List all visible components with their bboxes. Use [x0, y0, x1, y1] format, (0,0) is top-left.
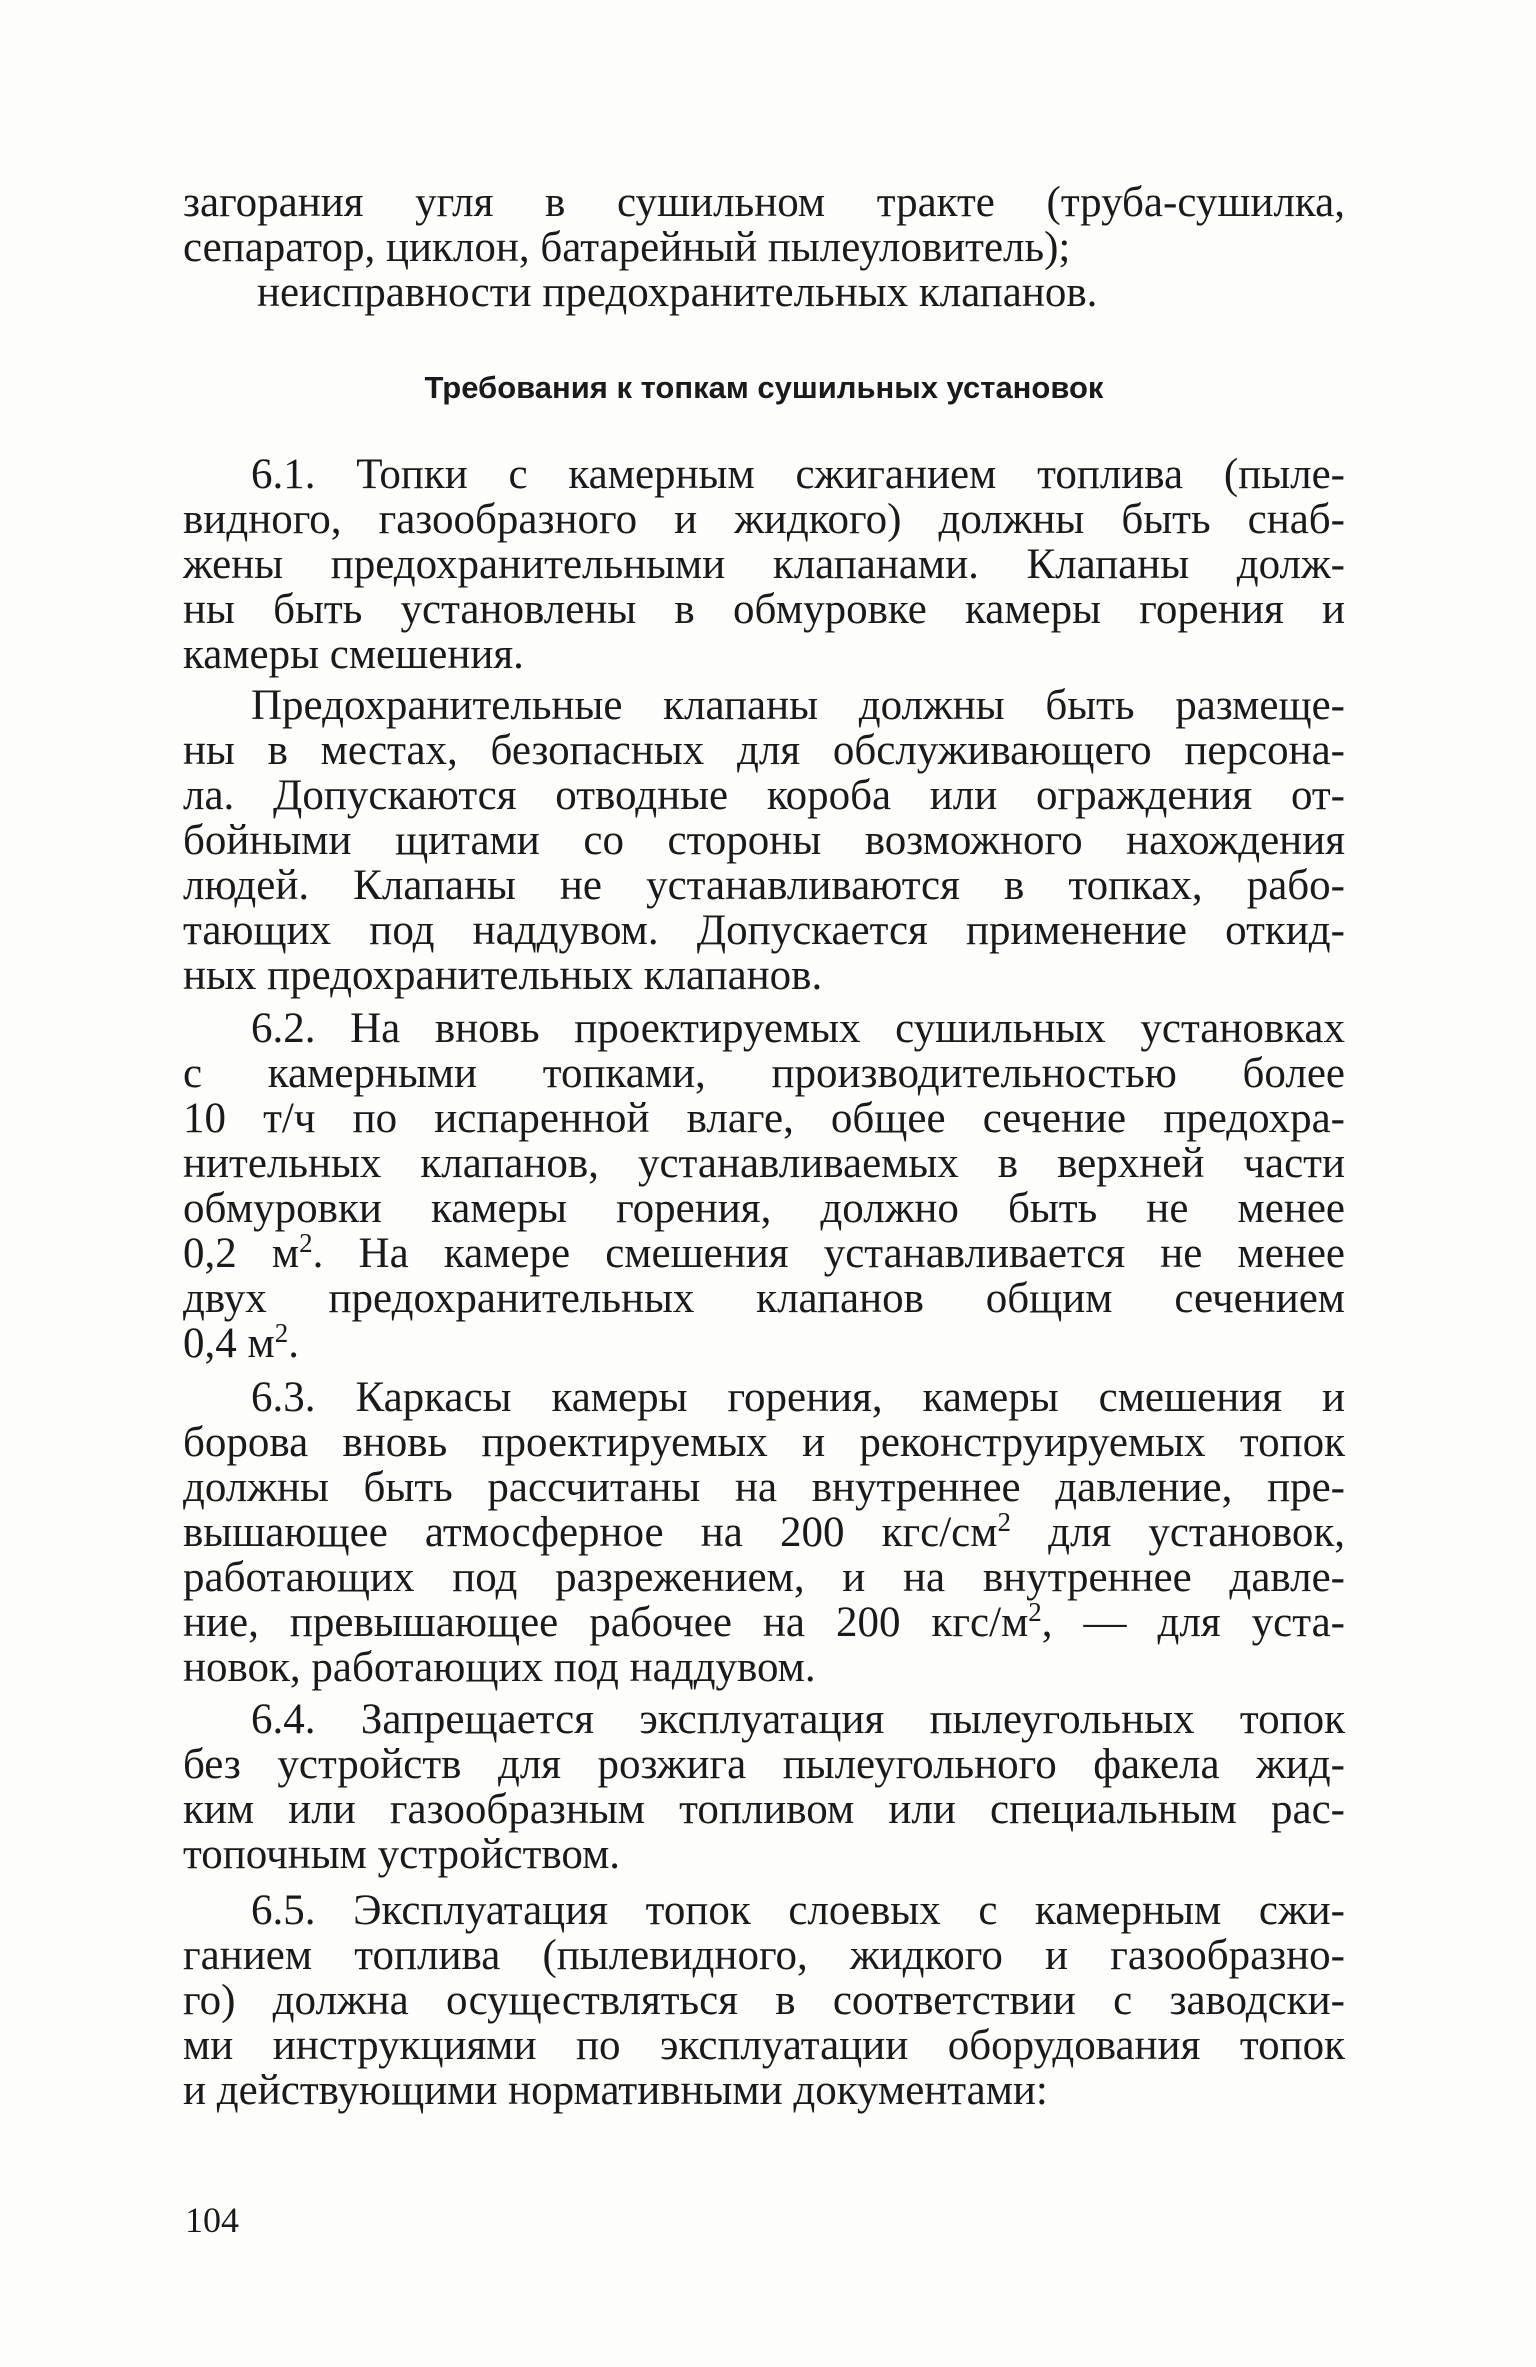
text-line: Предохранительные клапаны должны быть размеще- — [251, 682, 1345, 729]
text-line: ных предохранительных клапанов. — [183, 952, 823, 999]
paragraph-6-2 — [183, 1006, 1345, 1366]
paragraph-6-1 — [183, 452, 1345, 677]
page-number: 104 — [185, 2200, 239, 2240]
text-line: обмуровки камеры горения, должно быть не менее — [183, 1185, 1345, 1232]
text-line: должны быть рассчитаны на внутреннее давление, пре- — [183, 1464, 1345, 1511]
text-line: 10 т/ч по испаренной влаге, общее сечение предохра- — [183, 1095, 1345, 1142]
text-line: камеры смешения. — [183, 631, 524, 678]
section-heading: Требования к топкам сушильных установок — [424, 370, 1104, 405]
paragraph-valves-placement — [183, 683, 1345, 998]
text-line: загорания угля в сушильном тракте (труба-сушилка, — [183, 179, 1345, 226]
text-line: топочным устройством. — [183, 1831, 621, 1878]
text-line: борова вновь проектируемых и реконструируемых топок — [183, 1419, 1345, 1466]
superscript-two: 2 — [299, 1228, 313, 1258]
superscript-two: 2 — [997, 1507, 1011, 1537]
text-line: ны в местах, безопасных для обслуживающего персона- — [183, 727, 1345, 774]
text-line: ми инструкциями по эксплуатации оборудования топок — [183, 2022, 1345, 2069]
text-line: ла. Допускаются отводные короба или ограждения от- — [183, 772, 1345, 819]
text-line: двух предохранительных клапанов общим сечением — [183, 1275, 1345, 1322]
text-line: неисправности предохранительных клапанов. — [257, 269, 1098, 316]
paragraph-6-5 — [183, 1888, 1345, 2113]
text-line: го) должна осуществляться в соответствии с заводски- — [183, 1977, 1345, 2024]
text-line: работающих под разрежением, и на внутреннее давле- — [183, 1554, 1345, 1601]
text-line: и действующими нормативными документами: — [183, 2067, 1048, 2114]
text-line: 6.5. Эксплуатация топок слоевых с камерным сжи- — [251, 1887, 1345, 1934]
text-line: ганием топлива (пылевидного, жидкого и газообразно- — [183, 1932, 1345, 1979]
text-line: вышающее атмосферное на 200 кгс/$см^2$ для установок, — [183, 1507, 1345, 1556]
text-line: людей. Клапаны не устанавливаются в топках, рабо- — [183, 862, 1345, 909]
intro-text — [183, 180, 1345, 315]
text-line: 6.1. Топки с камерным сжиганием топлива (пыле- — [251, 451, 1345, 498]
text-line: сепаратор, циклон, батарейный пылеуловитель); — [183, 224, 1071, 271]
text-line: ким или газообразным топливом или специальным рас- — [183, 1786, 1345, 1833]
superscript-two: 2 — [1028, 1597, 1042, 1627]
text-line: видного, газообразного и жидкого) должны быть снаб- — [183, 496, 1345, 543]
text-line: 0,4 $м^2$. — [183, 1318, 299, 1367]
paragraph-6-3 — [183, 1375, 1345, 1690]
text-line: нительных клапанов, устанавливаемых в верхней части — [183, 1140, 1345, 1187]
text-line: 6.2. На вновь проектируемых сушильных установках — [251, 1005, 1345, 1052]
text-line: 6.4. Запрещается эксплуатация пылеугольных топок — [251, 1696, 1345, 1743]
text-line: ние, превышающее рабочее на 200 кгс/$м^2$, — для уста- — [183, 1597, 1345, 1646]
text-line: жены предохранительными клапанами. Клапаны долж- — [183, 541, 1345, 588]
text-line: бойными щитами со стороны возможного нахождения — [183, 817, 1345, 864]
text-line: с камерными топками, производительностью более — [183, 1050, 1345, 1097]
text-line: ны быть установлены в обмуровке камеры горения и — [183, 586, 1345, 633]
text-line: 0,2 $м^2$. На камере смешения устанавливается не менее — [183, 1228, 1345, 1277]
superscript-two: 2 — [274, 1318, 289, 1348]
text-line: новок, работающих под наддувом. — [183, 1644, 816, 1691]
text-line: тающих под наддувом. Допускается применение откид- — [183, 907, 1345, 954]
paragraph-6-4 — [183, 1697, 1345, 1877]
text-line: без устройств для розжига пылеугольного факела жид- — [183, 1741, 1345, 1788]
text-line: 6.3. Каркасы камеры горения, камеры смешения и — [251, 1374, 1345, 1421]
